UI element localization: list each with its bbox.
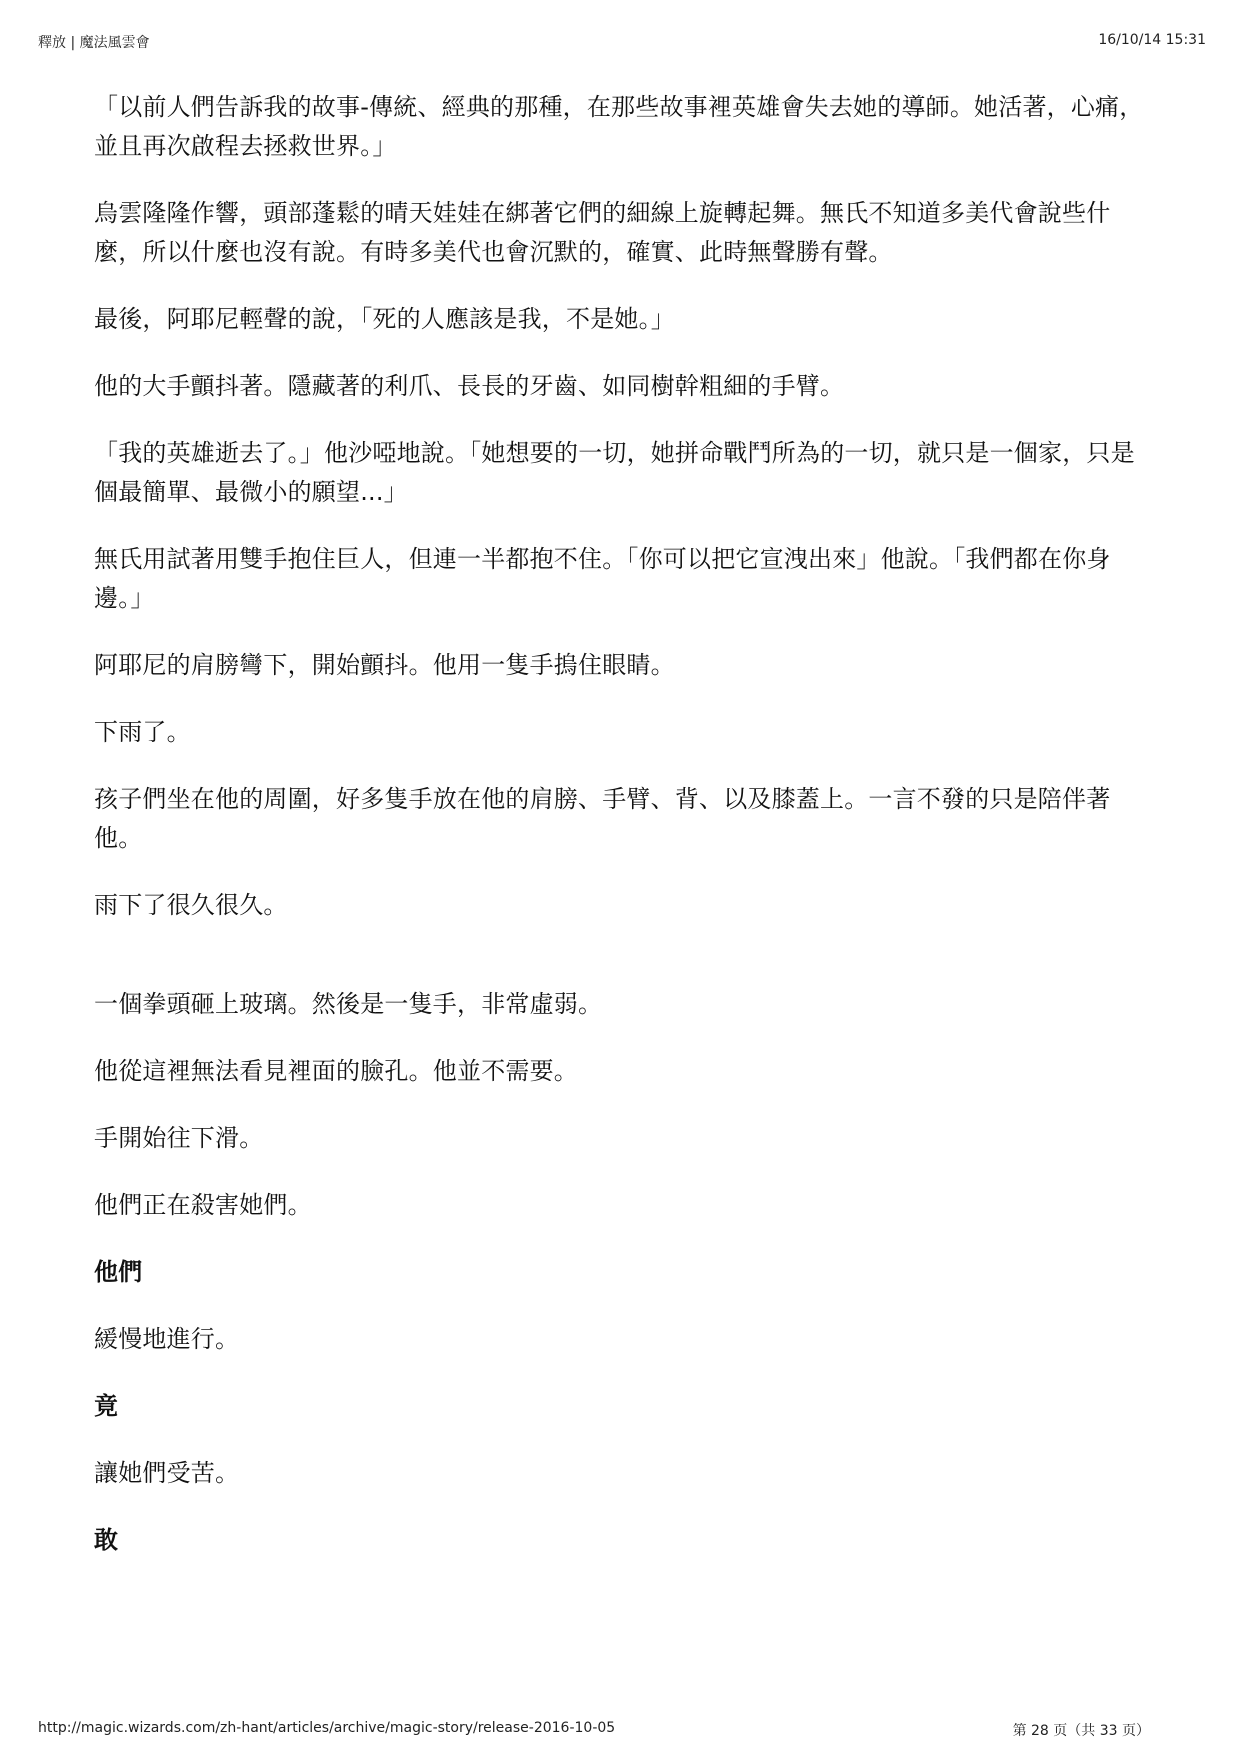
paragraph: 他的大手顫抖著。隱藏著的利爪、長長的牙齒、如同樹幹粗細的手臂。 (94, 372, 845, 400)
paragraph: 一個拳頭砸上玻璃。然後是一隻手，非常虛弱。 (94, 990, 603, 1018)
paragraph: 無氏用試著用雙手抱住巨人，但連一半都抱不住。「你可以把它宣洩出來」他說。「我們都在你身邊。」 (94, 545, 1111, 612)
page-title: 釋放 | 魔法風雲會 (38, 35, 150, 51)
print-header (38, 32, 1206, 56)
paragraph: 「我的英雄逝去了。」他沙啞地說。「她想要的一切，她拼命戰鬥所為的一切，就只是一個家，只是個最簡單、最微小的願望...」 (94, 439, 1135, 506)
paragraph: 緩慢地進行。 (94, 1325, 240, 1353)
paragraph: 他從這裡無法看見裡面的臉孔。他並不需要。 (94, 1057, 578, 1085)
paragraph: 雨下了很久很久。 (94, 891, 288, 919)
paragraph: 烏雲隆隆作響，頭部蓬鬆的晴天娃娃在綁著它們的細線上旋轉起舞。無氏不知道多美代會說些什麼，所以什麼也沒有說。有時多美代也會沉默的，確實、此時無聲勝有聲。 (94, 199, 1111, 266)
bold-paragraph: 敢 (94, 1526, 119, 1554)
page-indicator: 第 28 页（共 33 页） (1012, 1723, 1150, 1739)
paragraph: 下雨了。 (94, 718, 191, 746)
article-body (94, 88, 1144, 1588)
paragraph: 阿耶尼的肩膀彎下，開始顫抖。他用一隻手摀住眼睛。 (94, 651, 675, 679)
bold-paragraph: 他們 (94, 1258, 143, 1286)
paragraph: 他們正在殺害她們。 (94, 1191, 312, 1219)
paragraph: 手開始往下滑。 (94, 1124, 264, 1152)
bold-paragraph: 竟 (94, 1392, 119, 1420)
paragraph: 讓她們受苦。 (94, 1459, 240, 1487)
paragraph: 孩子們坐在他的周圍，好多隻手放在他的肩膀、手臂、背、以及膝蓋上。一言不發的只是陪伴著他。 (94, 785, 1111, 852)
paragraph: 「以前人們告訴我的故事-傳統、經典的那種，在那些故事裡英雄會失去她的導師。她活著，心痛，並且再次啟程去拯救世界。」 (94, 93, 1144, 160)
print-footer (38, 1720, 1206, 1742)
source-url: http://magic.wizards.com/zh-hant/articles/archive/magic-story/release-2016-10-05 (38, 1720, 616, 1736)
paragraph: 最後，阿耶尼輕聲的說，「死的人應該是我，不是她。」 (94, 305, 675, 333)
print-timestamp: 16/10/14 15:31 (1098, 32, 1206, 48)
